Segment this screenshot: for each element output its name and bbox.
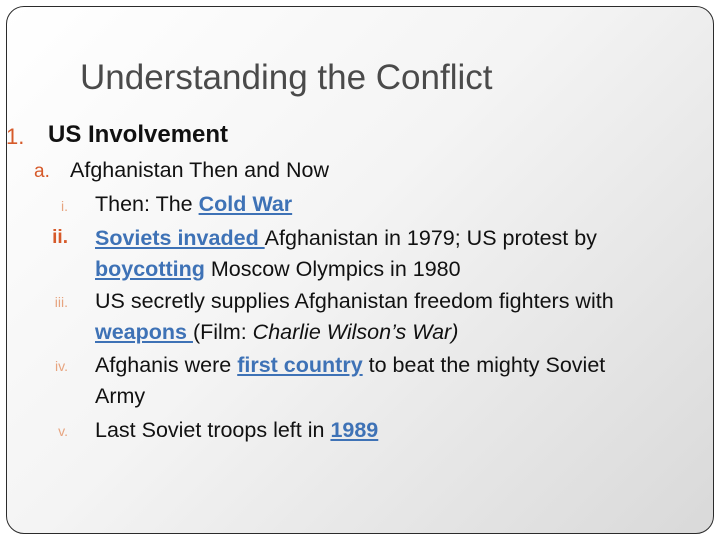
item-1a-number: a. bbox=[34, 161, 50, 182]
item-i-pre: Then: The bbox=[95, 192, 199, 216]
item-1-text: US Involvement bbox=[48, 121, 229, 148]
item-iv-line2: Army bbox=[95, 384, 146, 408]
item-iv-post: to beat the mighty Soviet bbox=[362, 353, 606, 377]
item-i-number: i. bbox=[61, 198, 68, 214]
item-iii-paren: (Film: bbox=[192, 320, 253, 344]
item-v-text bbox=[95, 418, 378, 443]
slide-title: Understanding the Conflict bbox=[80, 58, 493, 97]
item-1a-text: Afghanistan Then and Now bbox=[70, 158, 329, 182]
item-v-number: v. bbox=[58, 423, 68, 439]
first-country-link[interactable]: first country bbox=[237, 353, 363, 377]
item-ii-line1 bbox=[95, 226, 597, 251]
item-iii-number: iii. bbox=[54, 294, 68, 310]
soviets-invaded-link[interactable]: Soviets invaded bbox=[95, 226, 265, 250]
year-1989-link[interactable]: 1989 bbox=[330, 418, 379, 442]
item-ii-line2 bbox=[95, 257, 461, 282]
cold-war-link[interactable]: Cold War bbox=[198, 192, 293, 216]
weapons-link[interactable]: weapons bbox=[95, 320, 193, 344]
item-ii-post: Moscow Olympics in 1980 bbox=[204, 257, 461, 281]
item-ii-number: ii. bbox=[52, 227, 68, 248]
item-iii-line2 bbox=[95, 320, 458, 345]
item-i-text bbox=[95, 192, 292, 217]
boycotting-link[interactable]: boycotting bbox=[95, 257, 205, 281]
item-ii-mid: Afghanistan in 1979; US protest by bbox=[264, 226, 597, 250]
film-title: Charlie Wilson’s War) bbox=[252, 320, 459, 344]
item-v-pre: Last Soviet troops left in bbox=[95, 418, 331, 442]
item-iv-number: iv. bbox=[55, 358, 68, 374]
item-1-number: 1. bbox=[6, 124, 25, 149]
item-iv-pre: Afghanis were bbox=[95, 353, 238, 377]
item-iii-text: US secretly supplies Afghanistan freedom fighters with bbox=[95, 289, 614, 313]
item-iv-text bbox=[95, 353, 605, 378]
